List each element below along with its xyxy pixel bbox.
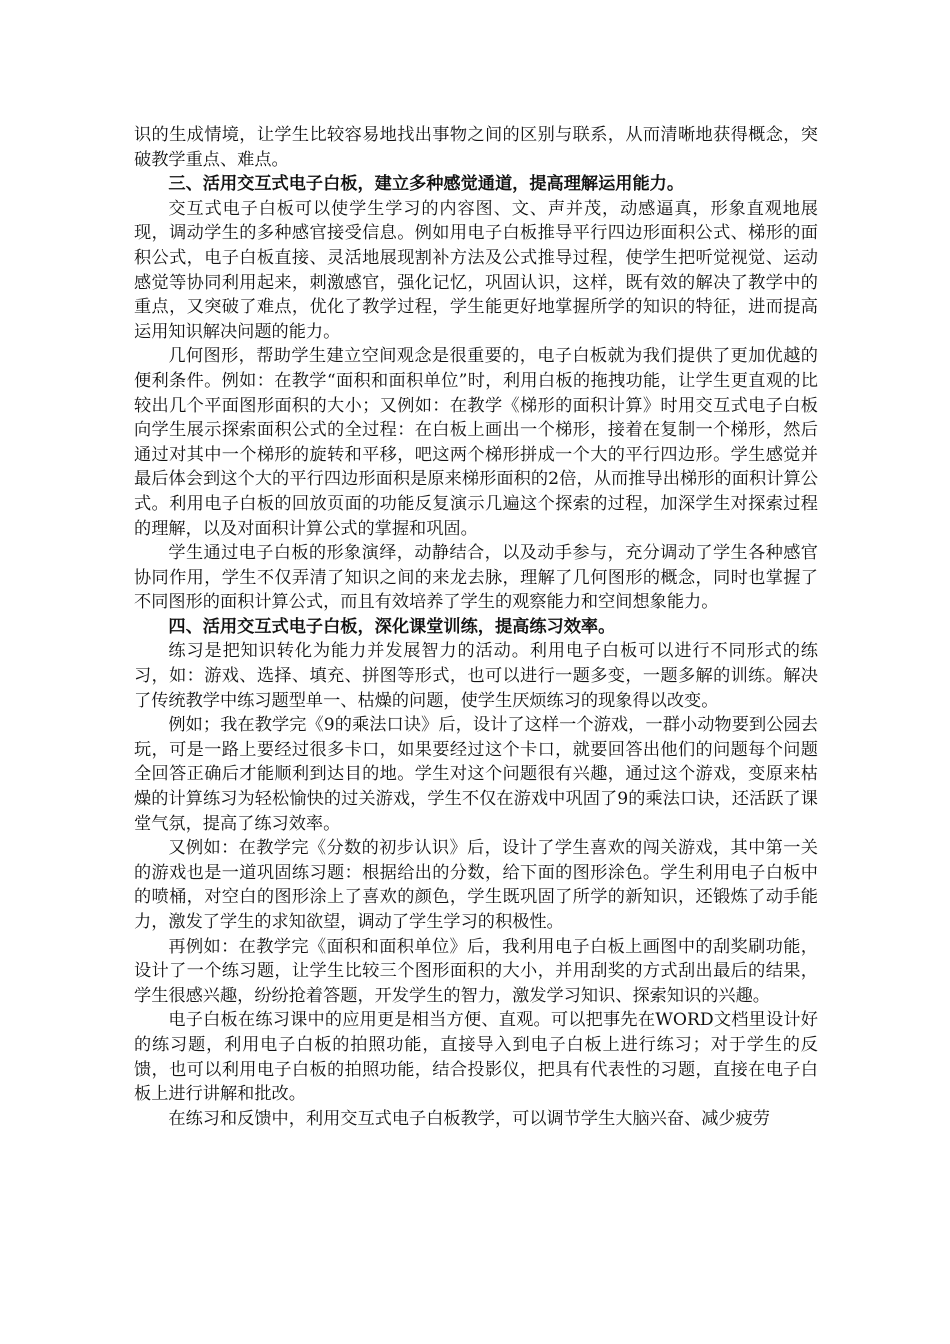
section-4-paragraph-6: 在练习和反馈中，利用交互式电子白板教学，可以调节学生大脑兴奋、减少疲劳	[168, 1108, 770, 1129]
section-4-paragraph-3: 又例如：在教学完《分数的初步认识》后，设计了学生喜欢的闯关游戏，其中第一关的游戏也是一道巩固练习题：根据给出的分数，给下面的图形涂色。学生利用电子白板中的喷桶，对空白的图形涂上了喜欢的颜色，学生既巩固了所学的新知识，还锻炼了动手能力，激发了学生的求知欲望，调动了学生学习的积极性。	[134, 838, 818, 932]
intro-continuation: 识的生成情境，让学生比较容易地找出事物之间的区别与联系，从而清晰地获得概念，突破教学重点、难点。	[134, 125, 818, 170]
document-page	[134, 123, 818, 1131]
section-3-paragraph-2: 几何图形，帮助学生建立空间观念是很重要的，电子白板就为我们提供了更加优越的便利条件。例如：在教学“面积和面积单位”时，利用白板的拖拽功能，让学生更直观的比较出几个平面图形面积的大小；又例如：在教学《梯形的面积计算》时用交互式电子白板向学生展示探索面积公式的全过程：在白板上画出一个梯形，接着在复制一个梯形，然后通过对其中一个梯形的旋转和平移，吧这两个梯形拼成一个大的平行四边形。学生感觉并最后体会到这个大的平行四边形面积是原来梯形面积的2倍，从而推导出梯形的面积计算公式。利用电子白板的回放页面的功能反复演示几遍这个探索的过程，加深学生对探索过程的理解，以及对面积计算公式的掌握和巩固。	[134, 346, 818, 539]
section-4-paragraph-2: 例如；我在教学完《9的乘法口诀》后，设计了这样一个游戏，一群小动物要到公园去玩，可是一路上要经过很多卡口，如果要经过这个卡口，就要回答出他们的问题每个问题全回答正确后才能顺利到达目的地。学生对这个问题很有兴趣，通过这个游戏，变原来枯燥的计算练习为轻松愉快的过关游戏，学生不仅在游戏中巩固了9的乘法口诀，还活跃了课堂气氛，提高了练习效率。	[134, 715, 818, 834]
section-3-heading: 三、活用交互式电子白板，建立多种感觉通道，提高理解运用能力。	[168, 174, 685, 195]
section-3-paragraph-3: 学生通过电子白板的形象演绎，动静结合，以及动手参与，充分调动了学生各种感官协同作用，学生不仅弄清了知识之间的来龙去脉，理解了几何图形的概念，同时也掌握了不同图形的面积计算公式，而且有效培养了学生的观察能力和空间想象能力。	[134, 543, 818, 613]
section-4-paragraph-1: 练习是把知识转化为能力并发展智力的活动。利用电子白板可以进行不同形式的练习，如：游戏、选择、填充、拼图等形式，也可以进行一题多变，一题多解的训练。解决了传统教学中练习题型单一、枯燥的问题，使学生厌烦练习的现象得以改变。	[134, 641, 818, 711]
section-4-paragraph-5: 电子白板在练习课中的应用更是相当方便、直观。可以把事先在WORD文档里设计好的练习题，利用电子白板的拍照功能，直接导入到电子白板上进行练习；对于学生的反馈，也可以利用电子白板的拍照功能，结合投影仪，把具有代表性的习题，直接在电子白板上进行讲解和批改。	[134, 1010, 818, 1105]
section-3-paragraph-1: 交互式电子白板可以使学生学习的内容图、文、声并茂，动感逼真，形象直观地展现，调动学生的多种感官接受信息。例如用电子白板推导平行四边形面积公式、梯形的面积公式，电子白板直接、灵活地展现割补方法及公式推导过程，使学生把听觉视觉、运动感觉等协同利用起来，刺激感官，强化记忆，巩固认识，这样，既有效的解决了教学中的重点，又突破了难点，优化了教学过程，学生能更好地掌握所学的知识的特征，进而提高运用知识解决问题的能力。	[134, 198, 818, 342]
section-4-paragraph-4: 再例如：在教学完《面积和面积单位》后，我利用电子白板上画图中的刮奖刷功能，设计了一个练习题，让学生比较三个图形面积的大小，并用刮奖的方式刮出最后的结果，学生很感兴趣，纷纷抢着答题，开发学生的智力，激发学习知识、探索知识的兴趣。	[134, 936, 818, 1006]
section-4-heading: 四、活用交互式电子白板，深化课堂训练，提高练习效率。	[168, 616, 616, 637]
